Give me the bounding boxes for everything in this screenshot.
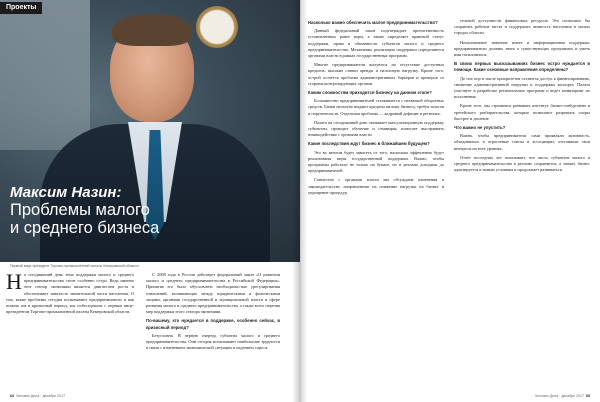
photo-window xyxy=(0,0,90,150)
footer-right-text: Человек Дела · декабрь 2017 xyxy=(534,394,584,398)
question: По-вашему, кто нуждается в поддержке, особенно сейчас, в кризисный период? xyxy=(146,318,280,330)
paragraph: Данный федеральный закон подтверждает преемственность установленных ранее норм, а также определяет правовой статус поддержки, права и обязанности субъектов малого и среднего предпринимательства. Механизмы реализации поддержки определяются органами власти в рамках государственных программ. xyxy=(308,28,444,59)
paragraph: С 2008 года в России действует федеральный закон «О развитии малого и среднего предпринимательства в Российской Федерации». Принятие его было обусловлено необходимостью урегулирования отношений, возникающих между юридическими и физическими лицами, органами государственной и муниципальной власти в сфере развития малого и среднего предпринимательства, а также всего перечня мер поддержки этого сектора экономики. xyxy=(146,272,280,315)
paragraph: тельной доступности финансовых ресурсов. Это позволило бы сохранить рабочие места и поддержать занятость населения в малых городах области. xyxy=(454,18,590,36)
paragraph: Палата на сегодняшний день оказывает консультационную поддержку субъектам, проводит обучение и семинары, помогает выстраивать взаимодействие с органами власти. xyxy=(308,119,444,138)
paragraph: Большинство предпринимателей сталкивается с нехваткой оборотных средств. Банки неохотно выдают кредиты малому бизнесу, требуя залогов и поручительств. Отдельная проблема — кадровый дефицит в регионах. xyxy=(308,98,444,116)
footer-left xyxy=(10,394,65,398)
paragraph: Отчёт последних лет показывает, что число субъектов малого и среднего предпринимательства в регионе сохраняется, а значит, бизнес адаптируется к новым условиям и продолжает развиваться. xyxy=(454,154,590,173)
question: В своих первых высказываниях бизнес остро нуждается в помощи. Какие основные направления определены? xyxy=(454,61,590,73)
title-line-2: и среднего бизнеса xyxy=(10,219,160,237)
footer-left-text: Человек Дела · декабрь 2017 xyxy=(16,394,66,398)
paragraph: Это во многом будет зависеть от того, насколько эффективно будут реализованы меры государственной поддержки. Важно, чтобы программы работали не только на бумаге, но и реально доходили до предпринимателей. xyxy=(308,149,444,174)
right-column-1 xyxy=(308,18,444,199)
paragraph: Безусловно. В первую очередь субъекты малого и среднего предпринимательства. Они сегодня испытывают наибольшие трудности в связи с изменением экономической ситуации и падением спроса. xyxy=(146,332,280,351)
gutter-shadow xyxy=(292,0,308,402)
left-column-2 xyxy=(146,272,280,354)
question: Насколько важно обеспечить малое предпринимательство? xyxy=(308,20,438,25)
question: Каким сложностям приходится бизнесу на данном этапе? xyxy=(308,90,432,96)
page-number-right: 65 xyxy=(586,394,590,398)
title-line-1: Проблемы малого xyxy=(10,201,150,219)
right-column-2 xyxy=(454,18,590,176)
section-label: Проекты xyxy=(0,2,42,14)
paragraph: До сих пор в числе приоритетов остаются доступ к финансированию, снижение административной нагрузки и поддержка экспорта. Палата участвует в разработке региональных программ и ведёт мониторинг их исполнения. xyxy=(454,75,590,100)
article-title xyxy=(10,184,220,237)
question: Что важно не упустить? xyxy=(454,125,506,131)
photo-hair xyxy=(112,14,192,46)
footer-right xyxy=(535,394,590,398)
page-number-left: 64 xyxy=(10,394,14,398)
drop-cap: Н xyxy=(6,269,22,294)
intro-text: а сегодняшний день тема поддержки малого и среднего предпринимательства стоит особенно остро. Ведь именно этот сектор экономики является двигателем роста и обеспечивает занятость значительной части населения. О том, какие проблемы сегодня испытывают предприниматели и как помочь им в кризисный период, мы побеседовали с первым вице-президентом Торгово-промышленной палаты Кемеровской области. xyxy=(6,272,134,315)
paragraph: Многие предприниматели жалуются на отсутствие доступных кредитов, высокие ставки аренды и налоговую нагрузку. Кроме того, острой остаётся проблема административных барьеров и проверок со стороны контролирующих органов. xyxy=(308,62,444,86)
question: Какие последствия ждут бизнес в ближайшем будущем? xyxy=(308,141,430,147)
paragraph: Важно, чтобы предприниматели сами проявляли активность, объединялись в отраслевые союзы и ассоциации, отстаивали свои интересы на всех уровнях. xyxy=(454,133,590,151)
paragraph: Совместно с органами власти мы обсуждаем изменения в законодательстве, направленные на снижение нагрузки на бизнес и упрощение процедур. xyxy=(308,177,444,195)
paragraph: Немаловажное значение имеет и информационная поддержка: предприниматели должны знать о существующих программах и уметь ими пользоваться. xyxy=(454,39,590,58)
photo-clock xyxy=(196,6,238,48)
title-name: Максим Назин: xyxy=(10,184,122,201)
right-page xyxy=(300,0,600,402)
paragraph: Кроме того, мы стремимся развивать институт бизнес-омбудсмена и третейского разбирательства, которые позволяют разрешать споры быстрее и дешевле. xyxy=(454,103,590,121)
left-column-1 xyxy=(6,269,134,315)
photo-caption: Первый вице-президент Торгово-промышленной палаты Кемеровской области xyxy=(10,264,139,268)
